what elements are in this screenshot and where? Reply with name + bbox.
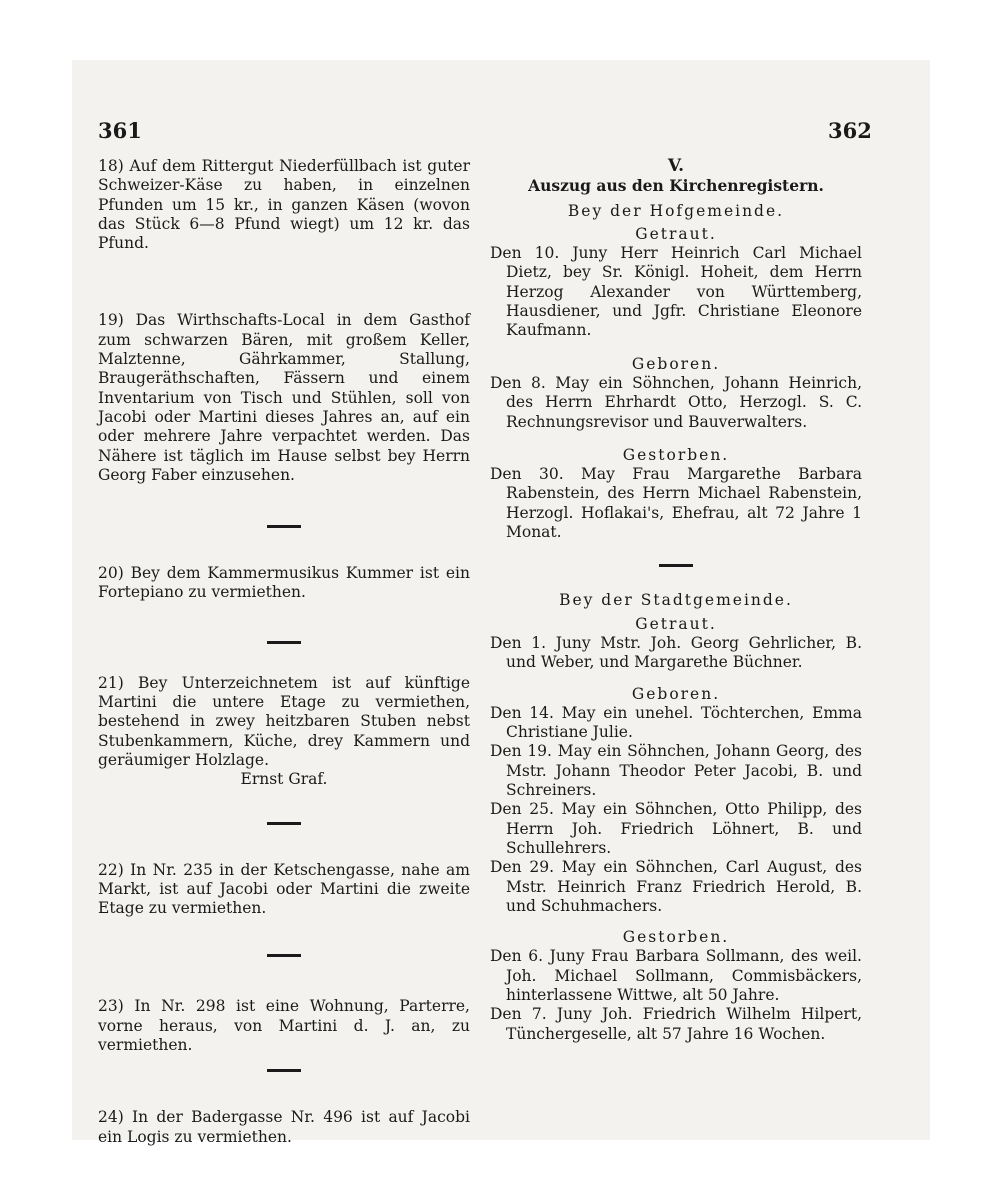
- signature: Ernst Graf.: [240, 770, 328, 789]
- section-title: Auszug aus den Kirchenregistern.: [528, 176, 824, 196]
- ad-23: 23) In Nr. 298 ist eine Wohnung, Parterre, vorne heraus, von Martini d. J. an, zu vermiethen.: [98, 997, 470, 1055]
- right-column: [490, 157, 862, 1044]
- stadt-married-entry: Den 1. Juny Mstr. Joh. Georg Gehrlicher, B. und Weber, und Margarethe Büchner.: [490, 633, 862, 672]
- stadt-died-entry: Den 6. Juny Frau Barbara Sollmann, des weil. Joh. Michael Sollmann, Commisbäckers, hinterlassene Wittwe, alt 50 Jahre.: [490, 947, 862, 1004]
- stadt-born-entry: Den 19. May ein Söhnchen, Johann Georg, des Mstr. Johann Theodor Peter Jacobi, B. und Schreiners.: [490, 742, 862, 800]
- hof-married-entry: Den 10. Juny Herr Heinrich Carl Michael Dietz, bey Sr. Königl. Hoheit, dem Herrn Herzog Alexander von Württemberg, Hausdiener, und Jgfr. Christiane Eleonore Kaufmann.: [490, 244, 862, 340]
- stadt-married-heading: Getraut.: [635, 614, 717, 633]
- hof-title: Bey der Hofgemeinde.: [567, 201, 785, 220]
- ad-21: 21) Bey Unterzeichnetem ist auf künftige Martini die untere Etage zu vermiethen, bestehend in zwey heitzbaren Stuben nebst Stubenkammern, Küche, drey Kammern und geräumiger Holzlage.: [98, 673, 470, 769]
- hof-born-entry: Den 8. May ein Söhnchen, Johann Heinrich, des Herrn Ehrhardt Otto, Herzogl. S. C. Rechnungsrevisor und Bauverwalters.: [490, 373, 862, 431]
- hof-died-heading: Gestorben.: [622, 445, 730, 464]
- ad-22: 22) In Nr. 235 in der Ketschengasse, nahe am Markt, ist auf Jacobi oder Martini die zweite Etage zu vermiethen.: [98, 860, 470, 918]
- section-number: V.: [667, 156, 685, 176]
- ad-19: 19) Das Wirthschafts-Local in dem Gasthof zum schwarzen Bären, mit großem Keller, Malztenne, Gährkammer, Stallung, Braugeräthschaften, Fässern und einem Inventarium von Tisch und Stühlen, soll von Jacobi oder Martini dieses Jahres an, auf ein oder mehrere Jahre verpachtet werden. Das Nähere ist täglich im Hause selbst bey Herrn Georg Faber einzusehen.: [98, 311, 470, 484]
- ad-18: 18) Auf dem Rittergut Niederfüllbach ist guter Schweizer-Käse zu haben, in einzelnen Pfunden um 15 kr., in ganzen Käsen (wovon das Stück 6—8 Pfund wiegt) um 12 kr. das Pfund.: [98, 157, 470, 253]
- hof-married-heading: Getraut.: [635, 224, 717, 243]
- left-column: [98, 157, 470, 1147]
- stadt-died-heading: Gestorben.: [622, 928, 730, 947]
- ad-20: 20) Bey dem Kammermusikus Kummer ist ein Fortepiano zu vermiethen.: [98, 564, 470, 602]
- stadt-died-entry: Den 7. Juny Joh. Friedrich Wilhelm Hilpert, Tünchergeselle, alt 57 Jahre 16 Wochen.: [490, 1005, 862, 1043]
- stadt-born-entry: Den 25. May ein Söhnchen, Otto Philipp, des Herrn Joh. Friedrich Löhnert, B. und Schullehrers.: [490, 800, 862, 857]
- stadt-title: Bey der Stadtgemeinde.: [559, 591, 793, 610]
- stadt-born-entry: Den 14. May ein unehel. Töchterchen, Emma Christiane Julie.: [490, 703, 862, 742]
- page-number-right: 362: [828, 118, 872, 143]
- hof-born-heading: Geboren.: [631, 354, 721, 373]
- stadt-born-entry: Den 29. May ein Söhnchen, Carl August, des Mstr. Heinrich Franz Friedrich Herold, B. und Schuhmachers.: [490, 858, 862, 915]
- hof-died-entry: Den 30. May Frau Margarethe Barbara Rabenstein, des Herrn Michael Rabenstein, Herzogl. Hoflakai's, Ehefrau, alt 72 Jahre 1 Monat.: [490, 465, 862, 542]
- stadt-born-heading: Geboren.: [631, 684, 721, 703]
- page-number-left: 361: [98, 118, 142, 143]
- ad-24: 24) In der Badergasse Nr. 496 ist auf Jacobi ein Logis zu vermiethen.: [98, 1108, 470, 1146]
